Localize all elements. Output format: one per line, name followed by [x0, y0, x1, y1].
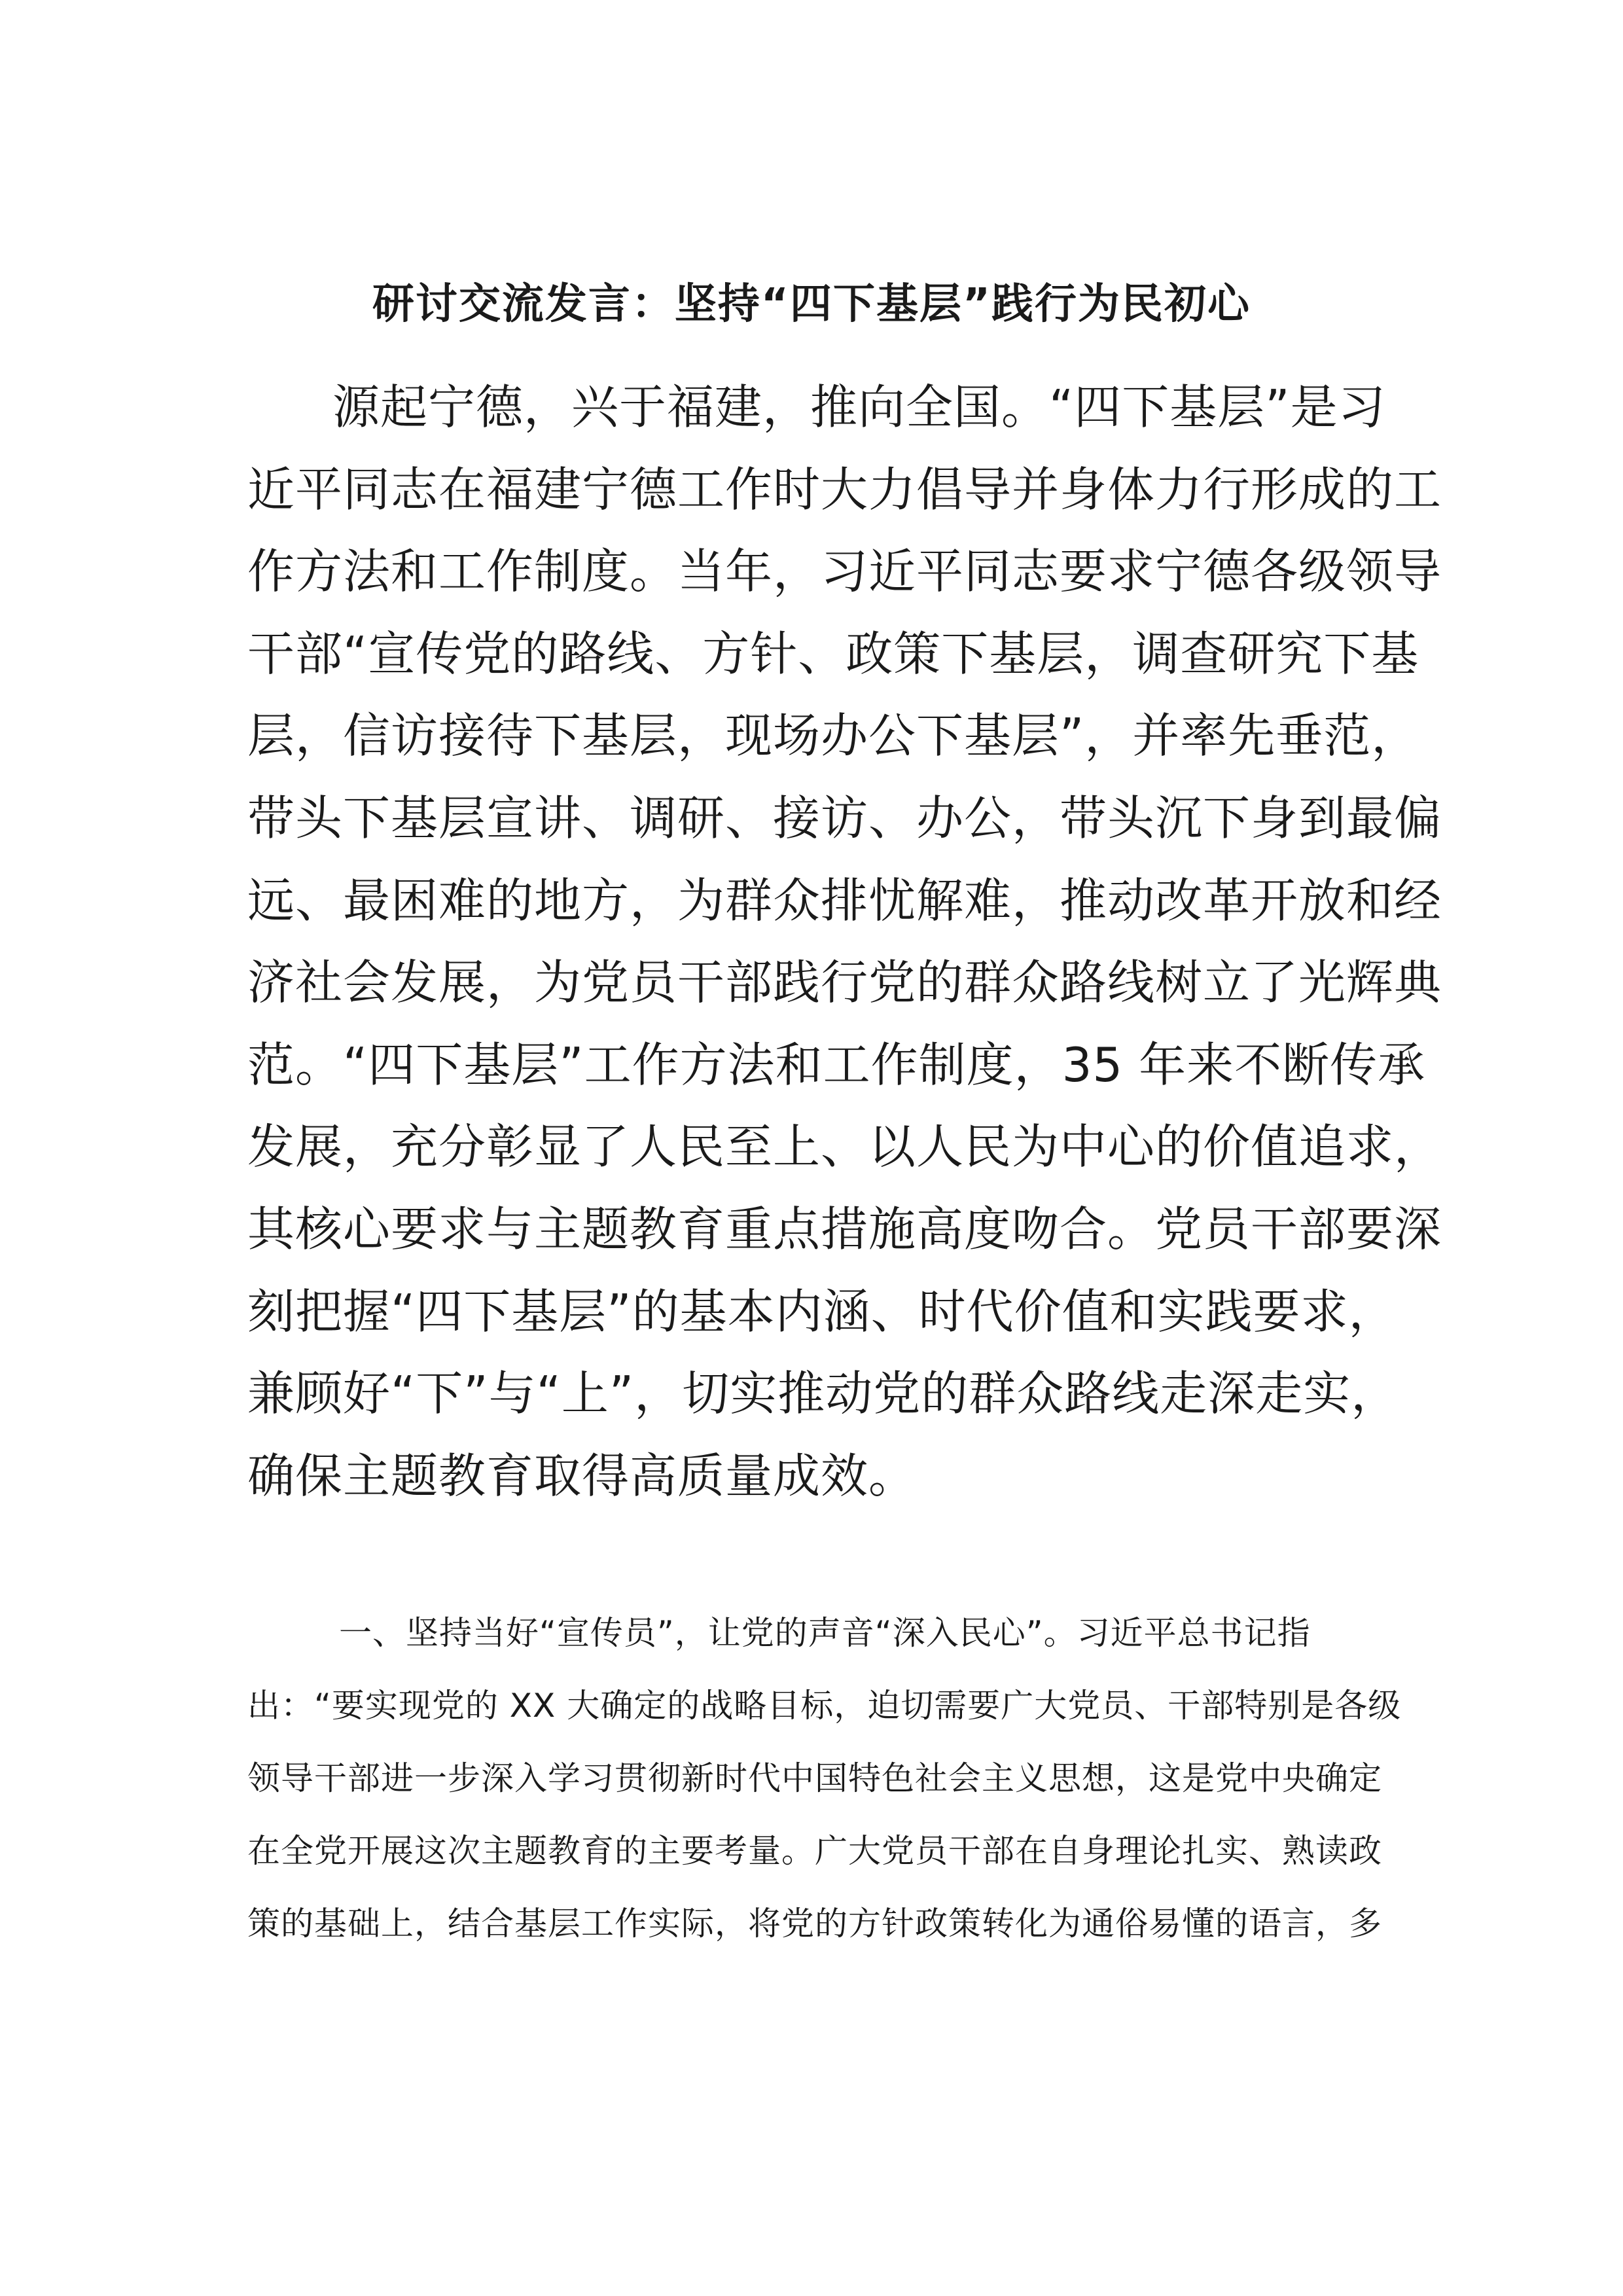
intro-line: 近平同志在福建宁德工作时大力倡导并身体力行形成的工 [247, 461, 1442, 517]
document-title: 研讨交流发言：坚持“四下基层”践行为民初心 [372, 280, 1251, 329]
intro-line: 其核心要求与主题教育重点措施高度吻合。党员干部要深 [247, 1201, 1442, 1257]
intro-line: 带头下基层宣讲、调研、接访、办公，带头沉下身到最偏 [247, 790, 1442, 846]
intro-paragraph [247, 367, 1442, 1517]
intro-line: 确保主题教育取得高质量成效。 [247, 1448, 917, 1503]
intro-line: 范。“四下基层”工作方法和工作制度，35 年来不断传承 [247, 1037, 1426, 1092]
section-line: 一、坚持当好“宣传员”，让党的声音“深入民心”。习近平总书记指 [339, 1614, 1311, 1652]
section-line: 策的基础上，结合基层工作实际，将党的方针政策转化为通俗易懂的语言，多 [247, 1905, 1382, 1943]
section-line: 领导干部进一步深入学习贯彻新时代中国特色社会主义思想，这是党中央确定 [247, 1759, 1382, 1797]
intro-line: 刻把握“四下基层”的基本内涵、时代价值和实践要求， [247, 1283, 1397, 1339]
intro-line: 作方法和工作制度。当年，习近平同志要求宁德各级领导 [247, 544, 1442, 600]
intro-line: 济社会发展，为党员干部践行党的群众路线树立了光辉典 [247, 955, 1442, 1011]
intro-line: 发展，充分彰显了人民至上、以人民为中心的价值追求， [247, 1119, 1442, 1175]
intro-line: 源起宁德，兴于福建，推向全国。“四下基层”是习 [332, 380, 1386, 435]
section-one-paragraph [247, 1597, 1402, 1960]
section-line: 在全党开展这次主题教育的主要考量。广大党员干部在自身理论扎实、熟读政 [247, 1832, 1382, 1870]
intro-line: 层，信访接待下基层，现场办公下基层”，并率先垂范， [247, 708, 1419, 764]
intro-line: 远、最困难的地方，为群众排忧解难，推动改革开放和经 [247, 872, 1442, 928]
section-line: 出：“要实现党的 XX 大确定的战略目标，迫切需要广大党员、干部特别是各级 [247, 1687, 1402, 1725]
intro-line: 干部“宣传党的路线、方针、政策下基层，调查研究下基 [247, 626, 1419, 681]
intro-line: 兼顾好“下”与“上”，切实推动党的群众路线走深走实， [247, 1366, 1399, 1422]
